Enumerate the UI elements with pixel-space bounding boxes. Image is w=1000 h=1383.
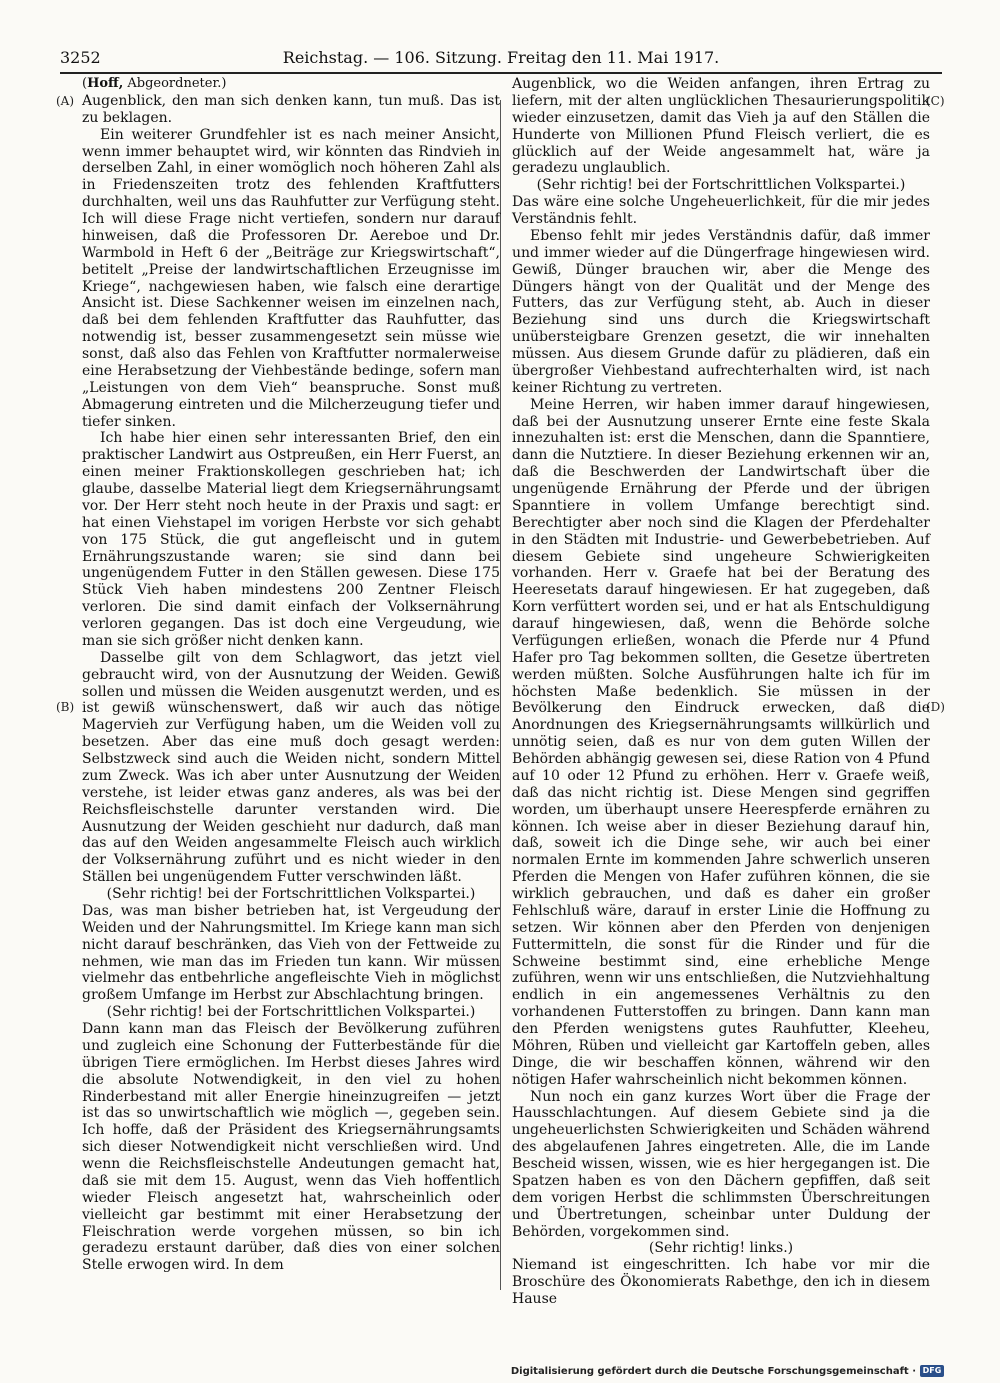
paragraph: Niemand ist eingeschritten. Ich habe vor mir die Broschüre des Ökonomierats Rabethge, den ich in diesem Hause: [512, 1257, 930, 1307]
header-title: Reichstag. — 106. Sitzung. Freitag den 11. Mai 1917.: [282, 48, 720, 67]
paragraph: Dasselbe gilt von dem Schlagwort, das jetzt viel gebraucht wird, von der Ausnutzung der Weiden. Gewiß sollen und müssen die Weiden ausgenutzt werden, und es ist gewiß wünschenswert, daß wir auch das nötige Magervieh zur Verfügung haben, um die Weiden voll zu besetzen. Aber das eine muß doch gesagt werden: Selbstzweck sind auch die Weiden nicht, sondern Mittel zum Zweck. Was ich aber unter Ausnutzung der Weiden verstehe, ist leider etwas ganz anderes, als was bei der Reichsfleischstelle darunter verstanden wird. Die Ausnutzung der Weiden geschieht nur dadurch, daß man das auf den Weiden angesammelte Fleisch auch wirklich der Volksernährung zuführt und es nicht wieder in den Ställen bei ungenügendem Futter verschwinden läßt.: [82, 649, 500, 886]
page-number: 3252: [60, 48, 101, 67]
paragraph: Augenblick, den man sich denken kann, tun muß. Das ist zu beklagen.: [82, 92, 500, 126]
left-column: [82, 76, 500, 1274]
column-divider: [500, 100, 501, 1290]
paragraph: Nun noch ein ganz kurzes Wort über die Frage der Hausschlachtungen. Auf diesem Gebiete sind ja die ungeheuerlichsten Schwierigkeiten und Schäden während des abgelaufenen Jahres eingetreten. Alle, die im Lande Bescheid wissen, wissen, wie es hier hergegangen ist. Die Spatzen haben es von den Dächern gepfiffen, daß seit dem vorigen Herbst die schlimmsten Überschreitungen und Übertretungen, scheinbar unter Duldung der Behörden, vorgekommen sind.: [512, 1088, 930, 1240]
paragraph: Das wäre eine solche Ungeheuerlichkeit, für die mir jedes Verständnis fehlt.: [512, 194, 930, 227]
speaker-line: (Hoff, Abgeordneter.): [82, 76, 227, 91]
paragraph: Ich habe hier einen sehr interessanten Brief, den ein praktischer Landwirt aus Ostpreußen, ein Herr Fuerst, an einen meiner Fraktionskollegen geschrieben hat; ich glaube, dasselbe Material liegt dem Kriegsernährungsamt vor. Der Herr steht noch heute in der Praxis und sagt: er hat einen Viehstapel im vorigen Herbste vor sich gehabt von 175 Stück, die gut angefleischt und in gutem Ernährungszustande waren; sie sind dann bei ungenügendem Futter in den Ställen gewesen. Diese 175 Stück Vieh haben mindestens 200 Zentner Fleisch verloren. Die sind damit einfach der Volksernährung verloren gegangen. Das ist doch eine Vergeudung, wie man sie sich größer nicht denken kann.: [82, 430, 500, 649]
speaker-role: Abgeordneter.): [123, 76, 227, 91]
right-column: [512, 76, 930, 1308]
margin-mark-b: (B): [56, 700, 75, 714]
applause-note: (Sehr richtig! links.): [648, 1240, 794, 1257]
footer: [511, 1363, 944, 1379]
applause-note: (Sehr richtig! bei der Fortschrittlichen Volkspartei.): [106, 1004, 476, 1021]
paragraph: Dann kann man das Fleisch der Bevölkerung zuführen und zugleich eine Schonung der Futterbestände für die übrigen Tiere ermöglichen. Im Herbst dieses Jahres wird die absolute Notwendigkeit, in den viel zu hohen Rinderbestand mit aller Energie hineinzugreifen — jetzt ist das so unwirtschaftlich wie möglich —, gegeben sein. Ich hoffe, daß der Präsident des Kriegsernährungsamts sich dieser Notwendigkeit nicht verschließen wird. Und wenn die Reichsfleischstelle Andeutungen gemacht hat, daß sie mit dem 15. August, wenn das Vieh hoffentlich wieder Fleisch angesetzt hat, wahrscheinlich oder vielleicht gar bestimmt mit einer Herabsetzung der Fleischration werde vorgehen müssen, so bin ich geradezu erstaunt darüber, daß dies von einer solchen Stelle erwogen wird. In dem: [82, 1021, 500, 1274]
footer-text: Digitalisierung gefördert durch die Deutsche Forschungsgemeinschaft ·: [510, 1365, 916, 1377]
paragraph: Das, was man bisher betrieben hat, ist Vergeudung der Weiden und der Nahrungsmittel. Im Kriege kann man sich nicht darauf beschränken, das Vieh von der Fettweide zu nehmen, wie man das im Frieden tun kann. Wir müssen vielmehr das entbehrliche angefleischte Vieh in möglichst großem Umfange im Herbst zur Abschlachtung bringen.: [82, 902, 500, 1004]
applause-note: (Sehr richtig! bei der Fortschrittlichen Volkspartei.): [536, 177, 906, 194]
paragraph: Meine Herren, wir haben immer darauf hingewiesen, daß bei der Ausnutzung unserer Ernte eine feste Skala innezuhalten ist: erst die Menschen, dann die Spanntiere, dann die Nutztiere. In dieser Beziehung erkennen wir an, daß die Beschwerden der Landwirtschaft über die ungenügende Ernährung der Pferde und der übrigen Spanntiere in vollem Umfange berechtigt sind. Berechtigter aber noch sind die Klagen der Pferdehalter in den Städten mit Industrie- und Gewerbebetrieben. Auf diesem Gebiete sind ungeheure Schwierigkeiten vorhanden. Herr v. Graefe hat bei der Beratung des Heeresetats darauf hingewiesen. Er hat zugegeben, daß Korn verfüttert worden sei, und er hat als Entschuldigung darauf hingewiesen, daß, wenn die Behörde solche Verfügungen erließen, wonach die Pferde nur 4 Pfund Hafer pro Tag bekommen sollten, die Gesetze übertreten werden müßten. Solche Ausführungen halte ich für im höchsten Maße bedenklich. Sie müssen in der Bevölkerung den Eindruck erwecken, daß die Anordnungen des Kriegsernährungsamts willkürlich und unnötig seien, daß es nur von dem guten Willen der Behörden abhängig gewesen sei, diese Ration von 4 Pfund auf 10 oder 12 Pfund zu erhöhen. Herr v. Graefe weiß, daß das nicht richtig ist. Diese Mengen sind gegriffen worden, um überhaupt unsere Heerespferde ernähren zu können. Ich weise aber in dieser Beziehung darauf hin, daß, soweit ich die Dinge sehe, wir auch bei einer normalen Ernte im kommenden Jahre schwerlich unseren Pferden die Mengen von Hafer zuführen können, die sie wirklich gebrauchen, und daß es daher ein großer Fehlschluß wäre, darauf in erster Linie die Hoffnung zu setzen. Wir können aber den Pferden von denjenigen Futtermitteln, die sonst für die Rinder und für die Schweine bestimmt sind, eine erhebliche Menge zuführen, wenn wir uns entschließen, die Nutzviehhaltung endlich in ein angemessenes Verhältnis zu den vorhandenen Futterstoffen zu bringen. Dann kann man den Pferden wenigstens gutes Rauhfutter, Kleeheu, Möhren, Rüben und vielleicht gar Kartoffeln geben, alles Dinge, die wir beschaffen können, während wir den nötigen Hafer wahrscheinlich nicht bekommen können.: [512, 396, 930, 1088]
margin-mark-d: (D): [926, 700, 945, 714]
margin-mark-a: (A): [56, 94, 75, 108]
paragraph: Augenblick, wo die Weiden anfangen, ihren Ertrag zu liefern, mit der alten unglücklichen Thesaurierungspolitik wieder einzusetzen, damit das Vieh ja auf den Ställen die Hunderte von Millionen Pfund Fleisch verliert, die es glücklich auf der Weide angesammelt hat, wäre ja geradezu unglaublich.: [512, 76, 930, 177]
paragraph: Ebenso fehlt mir jedes Verständnis dafür, daß immer und immer wieder auf die Düngerfrage hingewiesen wird. Gewiß, Dünger brauchen wir, aber die Menge des Düngers hängt von der Qualität und der Menge des Futters, das zur Verfügung steht, ab. Auch in dieser Beziehung sind uns durch die Kriegswirtschaft unübersteigbare Grenzen gesetzt, die wir innehalten müssen. Aus diesem Grunde dafür zu plädieren, daß ein übergroßer Viehbestand aufrechterhalten wird, ist nach keiner Richtung zu vertreten.: [512, 227, 930, 396]
page-header: [60, 48, 942, 72]
paragraph: Ein weiterer Grundfehler ist es nach meiner Ansicht, wenn immer behauptet wird, wir könnten das Rindvieh in derselben Zahl, in einer womöglich noch höheren Zahl als in Friedenszeiten trotz des fehlenden Kraftfutters durchhalten, weil uns das Rauhfutter zur Verfügung steht. Ich will diese Frage nicht vertiefen, sondern nur darauf hinweisen, daß die Professoren Dr. Aereboe und Dr. Warmbold in Heft 6 der „Beiträge zur Kriegswirtschaft“, betitelt „Preise der landwirtschaftlichen Erzeugnisse im Kriege“, nachgewiesen haben, wie falsch eine derartige Ansicht ist. Diese Sachkenner weisen im einzelnen nach, daß bei dem fehlenden Kraftfutter das Rauhfutter, das notwendig ist, besser zusammengesetzt sein müsse wie sonst, daß also das Fehlen von Kraftfutter normalerweise eine Herabsetzung der Viehbestände bedinge, sofern man „Leistungen von dem Vieh“ beanspruche. Sonst muß Abmagerung eintreten und die Milcherzeugung tiefer und tiefer sinken.: [82, 126, 500, 430]
header-rule: [60, 72, 942, 74]
margin-mark-c: (C): [926, 94, 945, 108]
applause-note: (Sehr richtig! bei der Fortschrittlichen Volkspartei.): [106, 886, 476, 902]
dfg-logo-icon: DFG: [920, 1365, 944, 1377]
speaker-name: Hoff,: [87, 76, 124, 91]
